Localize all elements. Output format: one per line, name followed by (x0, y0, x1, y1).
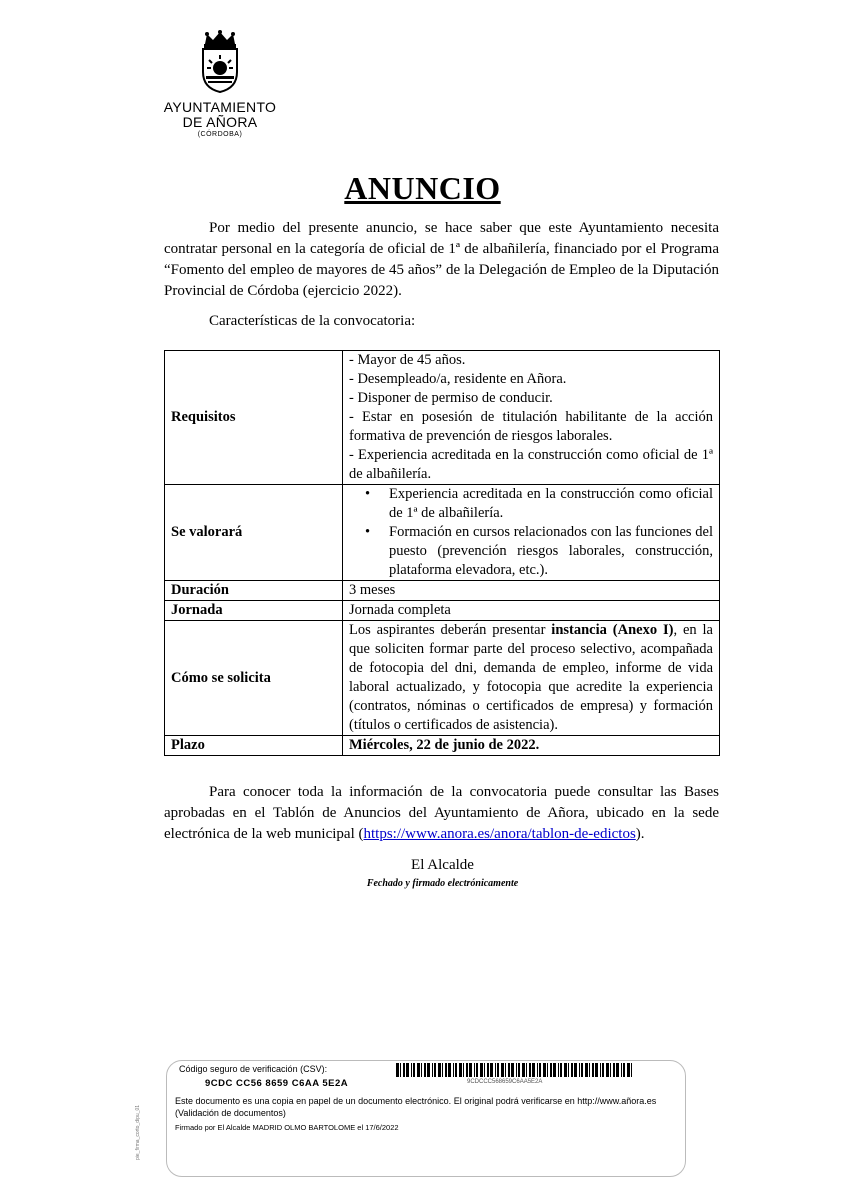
requisito-item: - Desempleado/a, residente en Añora. (349, 371, 567, 387)
barcode-bar (547, 1063, 548, 1077)
barcode-bar (421, 1063, 422, 1077)
municipality-logo (150, 30, 290, 139)
csv-label: Código seguro de verificación (CSV): (179, 1064, 328, 1074)
barcode-bar (396, 1063, 399, 1077)
barcode-bar (459, 1063, 462, 1077)
solicita-cell (343, 621, 720, 736)
barcode-bar (469, 1063, 472, 1077)
barcode-bar (602, 1063, 604, 1077)
duracion-value: 3 meses (343, 581, 720, 601)
csv-description: Este documento es una copia en papel de un documento electrónico. El original podrá verificarse en http://www.añora.es (Validación de documentos) (175, 1096, 657, 1118)
barcode-bar (474, 1063, 475, 1077)
barcode-bar (445, 1063, 447, 1077)
barcode-bar (406, 1063, 409, 1077)
barcode-bar (442, 1063, 443, 1077)
barcode-bar (501, 1063, 504, 1077)
barcode-bar (466, 1063, 468, 1077)
barcode-bar (432, 1063, 433, 1077)
coat-of-arms-icon (197, 30, 243, 94)
barcode-bar (585, 1063, 588, 1077)
barcode-bar (564, 1063, 567, 1077)
plazo-label: Plazo (165, 736, 343, 756)
barcode-bar (627, 1063, 630, 1077)
barcode-bar (589, 1063, 590, 1077)
requisito-item: - Experiencia acreditada en la construcción como oficial de 1ª de albañilería. (349, 447, 713, 482)
barcode-bar (495, 1063, 496, 1077)
closing-text-after: ). (635, 826, 645, 842)
barcode-bar (518, 1063, 520, 1077)
barcode-bar (616, 1063, 619, 1077)
barcode-bar (532, 1063, 535, 1077)
barcode-bar (508, 1063, 510, 1077)
csv-signed-by: Firmado por El Alcalde MADRID OLMO BARTOLOME el 17/6/2022 (175, 1123, 399, 1132)
barcode-bar (511, 1063, 514, 1077)
valorara-label: Se valorará (165, 485, 343, 581)
barcode-bar (413, 1063, 415, 1077)
barcode-bar (427, 1063, 430, 1077)
barcode-bar (400, 1063, 401, 1077)
barcode-bar (455, 1063, 457, 1077)
document-title: ANUNCIO (344, 170, 501, 206)
barcode-icon (396, 1063, 636, 1077)
barcode-bar (453, 1063, 454, 1077)
solicita-text-after: , en la que soliciten formar parte del proceso selectivo, acompañada de fotocopia del dni, demanda de empleo, informe de vida laboral actualizado, y fotocopia que acredite la experiencia (contratos, nóminas o certificados de empresa) y formación (títulos o certificados de asistencia). (349, 622, 713, 733)
barcode-bar (424, 1063, 426, 1077)
barcode-bar (480, 1063, 483, 1077)
requisitos-label: Requisitos (165, 351, 343, 485)
barcode-bar (613, 1063, 615, 1077)
barcode-bar (529, 1063, 531, 1077)
side-reference: pie_firma_corto_dipu_01 (135, 1104, 141, 1160)
closing-paragraph (164, 782, 719, 845)
valorara-item: • Formación en cursos relacionados con las funciones del puesto (prevención riesgos laborales, construcción, plataforma elevadora, etc.). (389, 523, 713, 580)
barcode-bar (476, 1063, 478, 1077)
municipality-name-line1: AYUNTAMIENTO (163, 99, 277, 115)
barcode-bar (417, 1063, 420, 1077)
barcode-bar (487, 1063, 489, 1077)
solicita-label: Cómo se solicita (165, 621, 343, 736)
barcode-bar (490, 1063, 493, 1077)
barcode-bar (463, 1063, 464, 1077)
solicita-text-before: Los aspirantes deberán presentar (349, 622, 552, 638)
barcode-bar (448, 1063, 451, 1077)
barcode-bar (522, 1063, 525, 1077)
convocatoria-table (164, 350, 720, 756)
barcode-bar (484, 1063, 485, 1077)
caracteristicas-label: Características de la convocatoria: (209, 313, 416, 329)
valorara-list (349, 485, 713, 580)
municipality-name-line2: DE AÑORA (182, 114, 258, 130)
barcode-bar (550, 1063, 552, 1077)
barcode-bar (553, 1063, 556, 1077)
signature-role: El Alcalde (411, 857, 474, 873)
barcode-bar (539, 1063, 541, 1077)
csv-verification-box (166, 1060, 686, 1177)
table-row-requisitos (165, 351, 720, 485)
table-row-jornada (165, 601, 720, 621)
barcode-bar (581, 1063, 583, 1077)
csv-code: 9CDC CC56 8659 C6AA 5E2A (205, 1078, 349, 1089)
plazo-value: Miércoles, 22 de junio de 2022. (343, 736, 720, 756)
table-row-duracion (165, 581, 720, 601)
duracion-label: Duración (165, 581, 343, 601)
barcode-bar (505, 1063, 506, 1077)
barcode-bar (600, 1063, 601, 1077)
valorara-item: • Experiencia acreditada en la construcción como oficial de 1ª de albañilería. (389, 485, 713, 523)
barcode-bar (623, 1063, 625, 1077)
table-row-valorara (165, 485, 720, 581)
jornada-label: Jornada (165, 601, 343, 621)
table-row-solicita (165, 621, 720, 736)
jornada-value: Jornada completa (343, 601, 720, 621)
barcode-bar (574, 1063, 577, 1077)
barcode-bar (558, 1063, 559, 1077)
valorara-cell (343, 485, 720, 581)
barcode-text: 9CDCCC568659C6AA5E2A (467, 1079, 543, 1085)
table-row-plazo (165, 736, 720, 756)
barcode-bar (411, 1063, 412, 1077)
barcode-bar (610, 1063, 611, 1077)
barcode-bar (579, 1063, 580, 1077)
barcode-bar (631, 1063, 632, 1077)
barcode-bar (571, 1063, 573, 1077)
closing-text-before: Para conocer toda la información de la convocatoria puede consultar las Bases aprobadas en el Tablón de Anuncios del Ayuntamiento de Añora, ubicado en la sede electrónica de la web municipal ( (164, 784, 719, 842)
barcode-bar (595, 1063, 598, 1077)
barcode-bar (438, 1063, 441, 1077)
barcode-bar (592, 1063, 594, 1077)
solicita-instancia: instancia (Anexo I) (551, 622, 674, 638)
signature-note: Fechado y firmado electrónicamente (366, 878, 519, 889)
province-label: (CÓRDOBA) (197, 131, 243, 138)
barcode-bar (537, 1063, 538, 1077)
tablon-link[interactable]: https://www.anora.es/anora/tablon-de-edictos (363, 826, 636, 842)
requisito-item: - Mayor de 45 años. (349, 352, 466, 368)
barcode-bar (403, 1063, 405, 1077)
requisitos-cell (343, 351, 720, 485)
intro-paragraph: Por medio del presente anuncio, se hace saber que este Ayuntamiento necesita contratar personal en la categoría de oficial de 1ª de albañilería, financiado por el Programa “Fomento del empleo de mayores de 45 años” de la Delegación de Empleo de la Diputación Provincial de Córdoba (ejercicio 2022). (164, 220, 719, 299)
barcode-bar (560, 1063, 562, 1077)
barcode-bar (526, 1063, 527, 1077)
requisito-item: - Estar en posesión de titulación habilitante de la acción formativa de prevención de riesgos laborales. (349, 409, 713, 444)
barcode-bar (606, 1063, 609, 1077)
barcode-bar (497, 1063, 499, 1077)
requisito-item: - Disponer de permiso de conducir. (349, 390, 553, 406)
barcode-bar (543, 1063, 546, 1077)
barcode-bar (516, 1063, 517, 1077)
barcode-bar (621, 1063, 622, 1077)
barcode-bar (434, 1063, 436, 1077)
barcode-bar (568, 1063, 569, 1077)
